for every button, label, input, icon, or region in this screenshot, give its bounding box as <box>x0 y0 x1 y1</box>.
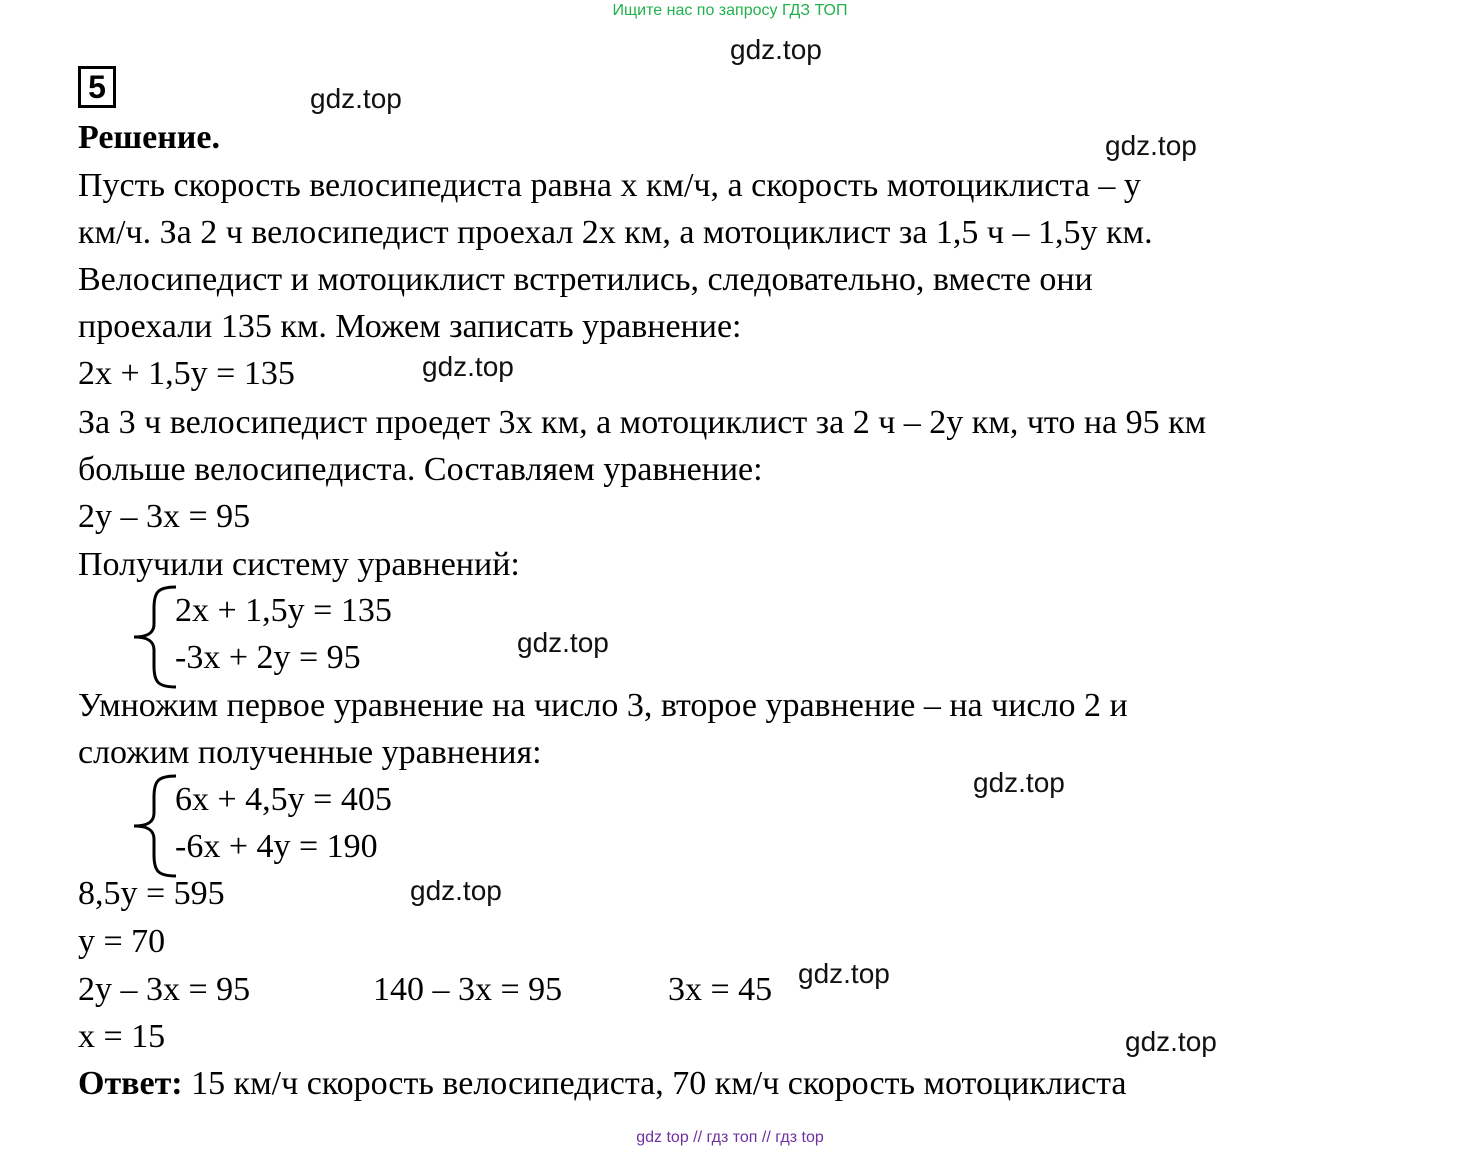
curly-brace-icon <box>128 773 180 879</box>
watermark: gdz.top <box>1125 1026 1217 1057</box>
watermark: gdz.top <box>730 34 822 65</box>
footer-links <box>0 1129 1460 1147</box>
watermark: gdz.top <box>422 351 514 382</box>
equation-line: x = 15 <box>78 1018 166 1055</box>
system-equation: -3х + 2у = 95 <box>175 639 361 676</box>
answer-label: Ответ: <box>78 1065 183 1102</box>
watermark: gdz.top <box>410 875 502 906</box>
text-line: Велосипедист и мотоциклист встретились, следовательно, вместе они <box>78 261 1093 298</box>
text-line: сложим полученные уравнения: <box>78 734 542 771</box>
equation-line: 2х + 1,5у = 135 <box>78 355 295 392</box>
text-line: Умножим первое уравнение на число 3, второе уравнение – на число 2 и <box>78 687 1128 724</box>
equation-step: 3х = 45 <box>668 971 773 1008</box>
footer-link[interactable]: гдз top <box>775 1129 824 1146</box>
text-line: проехали 135 км. Можем записать уравнение: <box>78 308 742 345</box>
watermark: gdz.top <box>1105 130 1197 161</box>
top-banner[interactable]: Ищите нас по запросу ГДЗ ТОП <box>612 2 848 19</box>
text-line: Получили систему уравнений: <box>78 546 520 583</box>
system-equation: -6х + 4у = 190 <box>175 828 378 865</box>
watermark: gdz.top <box>973 767 1065 798</box>
system-equation: 6х + 4,5у = 405 <box>175 781 392 818</box>
problem-number: 5 <box>78 66 116 108</box>
equation-step: 2у – 3х = 95 <box>78 971 251 1008</box>
equation-line: 2у – 3х = 95 <box>78 498 251 535</box>
answer-line <box>78 1064 1127 1104</box>
text-line: больше велосипедиста. Составляем уравнение: <box>78 451 763 488</box>
equation-step: 140 – 3х = 95 <box>373 971 563 1008</box>
equation-line: 8,5у = 595 <box>78 875 225 912</box>
curly-brace-icon <box>128 584 180 690</box>
watermark: gdz.top <box>517 627 609 658</box>
footer-link[interactable]: гдз топ <box>706 1129 758 1146</box>
text-line: км/ч. За 2 ч велосипедист проехал 2х км, а мотоциклист за 1,5 ч – 1,5у км. <box>78 214 1153 251</box>
equation-line: у = 70 <box>78 923 166 960</box>
footer-separator: // <box>761 1129 771 1146</box>
footer-link[interactable]: gdz top <box>636 1129 689 1146</box>
watermark: gdz.top <box>798 958 890 989</box>
answer-text: 15 км/ч скорость велосипедиста, 70 км/ч скорость мотоциклиста <box>191 1065 1127 1102</box>
text-line: Пусть скорость велосипедиста равна х км/ч, а скорость мотоциклиста – у <box>78 167 1141 204</box>
solution-heading: Решение. <box>78 119 220 156</box>
watermark: gdz.top <box>310 83 402 114</box>
system-equation: 2х + 1,5у = 135 <box>175 592 392 629</box>
footer-separator: // <box>693 1129 703 1146</box>
text-line: За 3 ч велосипедист проедет 3х км, а мотоциклист за 2 ч – 2у км, что на 95 км <box>78 404 1207 441</box>
